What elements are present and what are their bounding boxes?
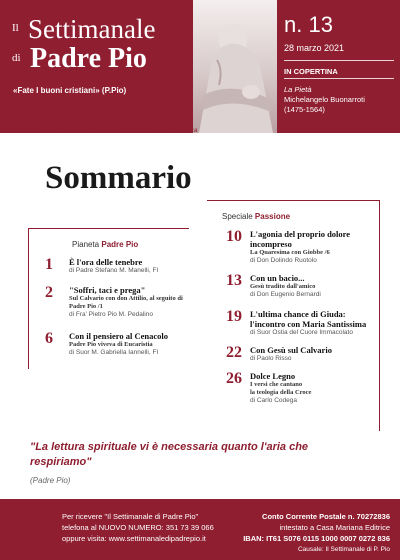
account-holder: intestato a Casa Mariana Editrice xyxy=(279,523,390,532)
right-section-heading xyxy=(222,212,290,221)
payment-info xyxy=(243,511,390,555)
page-number: 6 xyxy=(45,330,53,347)
magazine-tagline: Rivista settimanale di formazione e informazione cattolica xyxy=(32,127,198,134)
entry-title: Con il pensiero al Cenacolo xyxy=(69,331,169,341)
cover-image xyxy=(193,0,277,133)
issue-number: n. 13 xyxy=(284,12,333,37)
page-number: 13 xyxy=(226,272,242,289)
cover-artist: Michelangelo Buonarroti xyxy=(284,95,365,104)
section-prefix: Speciale xyxy=(222,212,253,221)
entry-subtitle-line2: la teologia della Croce xyxy=(250,389,312,396)
entry-author: di Don Eugenio Bernardi xyxy=(250,291,321,298)
entry-author: di Suor Ostia del Cuore Immacolato xyxy=(250,329,353,336)
featured-quote: "La lettura spirituale vi è necessaria quanto l'aria che respiriamo" xyxy=(30,441,309,468)
entry-title: L'ultima chance di Giuda: xyxy=(250,309,346,319)
entry-title: Dolce Legno xyxy=(250,371,296,381)
page-number: 19 xyxy=(226,308,242,325)
entry-subtitle: La Quaresima con Giobbe /6 xyxy=(250,249,330,256)
entry-subtitle: Gesù tradito dall'amico xyxy=(250,283,316,290)
entry-author: di Don Dolindo Ruotolo xyxy=(250,257,317,264)
entry-title: "Soffri, taci e prega" xyxy=(69,285,146,295)
entry-author: di Carlo Codega xyxy=(250,397,297,404)
pieta-sculpture-illustration xyxy=(193,0,277,133)
page-number: 26 xyxy=(226,370,242,387)
entry-author: di Padre Stefano M. Manelli, FI xyxy=(69,267,159,274)
masthead-banner xyxy=(0,0,400,133)
entry-title-line2: incompreso xyxy=(250,239,292,249)
section-prefix: Pianeta xyxy=(72,240,100,249)
logo-padre-pio: Padre Pio xyxy=(30,43,147,74)
entry-subtitle: Sul Calvario con don Attilio, al seguito di Padre Pio /1 xyxy=(69,295,183,310)
issue-date: 28 marzo 2021 xyxy=(284,43,345,53)
page-number: 1 xyxy=(45,256,53,273)
divider xyxy=(284,60,394,61)
page-number: 22 xyxy=(226,344,242,361)
subscription-info xyxy=(62,511,214,544)
entry-author: di Suor M. Gabriella Iannelli, FI xyxy=(69,349,159,356)
entry-title: L'agonia del proprio dolore xyxy=(250,229,351,239)
page-number: 10 xyxy=(226,228,242,245)
entry-author: di Paolo Risso xyxy=(250,355,292,362)
entry-title-line2: l'incontro con Maria Santissima xyxy=(250,319,367,329)
masthead-motto: «Fate I buoni cristiani» (P.Pio) xyxy=(13,86,127,95)
entry-title: Con un bacio... xyxy=(250,273,305,283)
subscription-footer xyxy=(0,499,400,560)
logo-settimanale: Settimanale xyxy=(28,14,156,44)
page-title: Sommario xyxy=(45,160,192,196)
cover-work-title: La Pietà xyxy=(284,85,312,94)
logo-di: di xyxy=(12,52,21,64)
entry-title: È l'ora delle tenebre xyxy=(69,257,143,267)
subscribe-line: Per ricevere "Il Settimanale di Padre Pio" xyxy=(62,512,199,521)
website-link[interactable]: oppure visita: www.settimanaledipadrepio.it xyxy=(62,534,206,543)
divider xyxy=(284,78,394,79)
entry-title: Con Gesù sul Calvario xyxy=(250,345,332,355)
entry-author: di Fra' Pietro Pio M. Pedalino xyxy=(69,311,153,318)
cover-label: IN COPERTINA xyxy=(284,67,338,76)
payment-reason: Causale: Il Settimanale di P. Pio xyxy=(297,546,390,553)
quote-author: (Padre Pio) xyxy=(30,476,71,485)
logo-il: Il xyxy=(12,22,19,34)
page-number: 2 xyxy=(45,284,53,301)
postal-account: Conto Corrente Postale n. 70272836 xyxy=(262,512,390,521)
entry-subtitle: I versi che cantano xyxy=(250,381,303,388)
section-name: Passione xyxy=(254,212,291,221)
left-section-heading xyxy=(72,240,138,249)
phone-line: telefona al NUOVO NUMERO: 351 73 39 066 xyxy=(62,523,214,532)
entry-subtitle: Padre Pio viveva di Eucaristia xyxy=(69,341,153,348)
cover-artist-years: (1475-1564) xyxy=(284,105,325,114)
iban: IBAN: IT61 S076 0115 1000 0007 0272 836 xyxy=(243,534,390,543)
section-name: Padre Pio xyxy=(101,240,139,249)
